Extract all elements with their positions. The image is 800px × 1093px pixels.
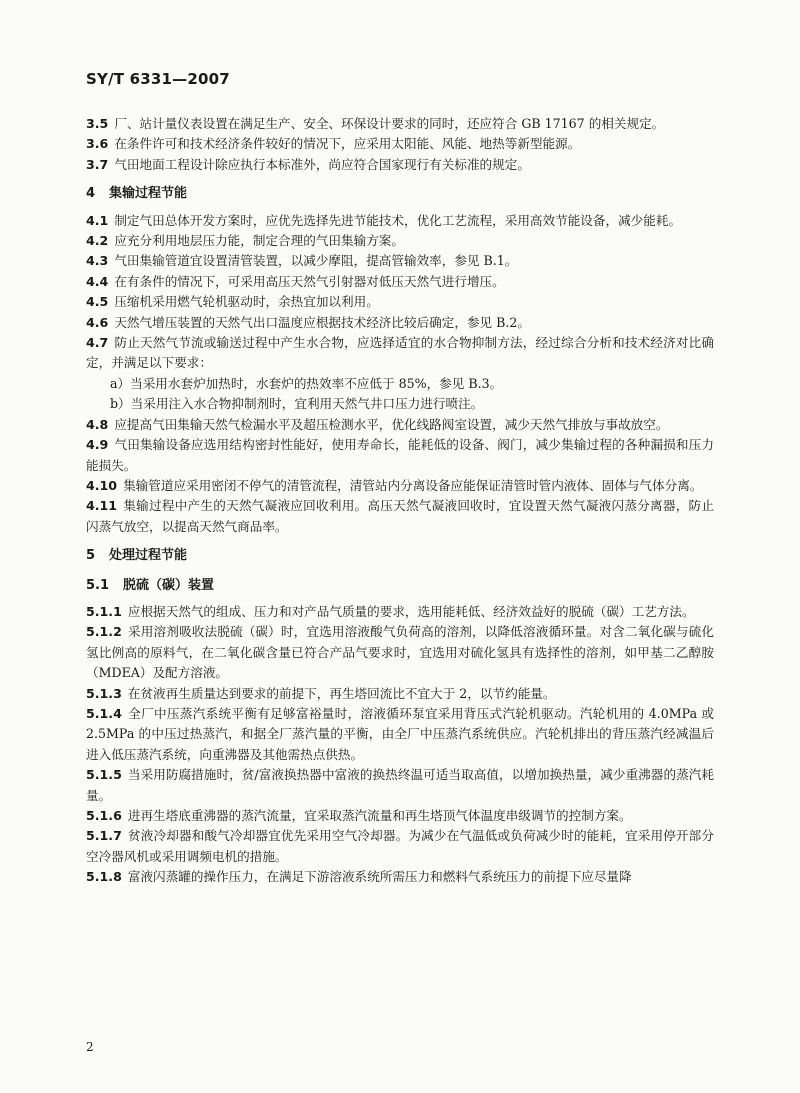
clause-number: 4.2 xyxy=(86,233,109,249)
clause-text: a）当采用水套炉加热时，水套炉的热效率不应低于 85%，参见 B.3。 xyxy=(110,375,503,391)
clause-text: 气田集输管道宜设置清管装置，以减少摩阻，提高管输效率，参见 B.1。 xyxy=(114,253,518,269)
clause-number: 5.1 xyxy=(86,577,110,593)
clause-number: 5 xyxy=(86,548,96,564)
clause-number: 5.1.2 xyxy=(86,624,122,640)
clause-number: 5.1.6 xyxy=(86,808,122,823)
clause-paragraph xyxy=(86,114,714,134)
clause-text: 富液闪蒸罐的操作压力，在满足下游溶液系统所需压力和燃料气系统压力的前提下应尽量降 xyxy=(127,869,632,885)
clause-paragraph xyxy=(86,313,714,333)
clause-text: 处理过程节能 xyxy=(109,548,188,564)
clause-text: 制定气田总体开发方案时，应优先选择先进节能技术，优化工艺流程，采用高效节能设备，减少能耗。 xyxy=(114,212,682,228)
clause-paragraph xyxy=(86,684,714,704)
clause-text: 脱硫（碳）装置 xyxy=(123,577,215,593)
clause-text: 在有条件的情况下，可采用高压天然气引射器对低压天然气进行增压。 xyxy=(114,273,505,289)
clause-number: 4.9 xyxy=(86,437,109,453)
clause-paragraph xyxy=(86,231,714,251)
clause-paragraph xyxy=(86,435,714,476)
clause-text: 气田集输设备应选用结构密封性能好，使用寿命长，能耗低的设备、阀门，减少集输过程的各种漏损和压力能损失。 xyxy=(86,437,714,473)
clause-text: 集输过程节能 xyxy=(109,186,188,202)
clause-number: 3.7 xyxy=(86,156,109,172)
clause-number: 4.5 xyxy=(86,294,109,310)
clause-paragraph xyxy=(86,765,714,806)
clause-paragraph xyxy=(86,867,714,887)
section-heading xyxy=(86,184,714,204)
clause-paragraph xyxy=(86,134,714,154)
clause-number: 4.4 xyxy=(86,273,109,289)
clause-text: 应充分利用地层压力能，制定合理的气田集输方案。 xyxy=(114,233,404,249)
clause-paragraph xyxy=(86,251,714,271)
clause-paragraph xyxy=(86,826,714,867)
clause-paragraph xyxy=(86,211,714,231)
clause-paragraph xyxy=(86,602,714,622)
clause-text: 在条件许可和技术经济条件较好的情况下，应采用太阳能、风能、地热等新型能源。 xyxy=(114,136,581,152)
clause-text: 集输管道应采用密闭不停气的清管流程，清管站内分离设备应能保证清管时管内液体、固体与气体分离。 xyxy=(123,477,703,493)
clause-text: 在贫液再生质量达到要求的前提下，再生塔回流比不宜大于 2，以节约能量。 xyxy=(127,685,556,701)
clause-text: 采用溶剂吸收法脱硫（碳）时，宜选用溶液酸气负荷高的溶剂，以降低溶液循环量。对含二氧化碳与硫化氢比例高的原料气，在二氧化碳含量已符合产品气要求时，宜选用对硫化氢具有选择性的溶剂，如甲基二乙醇胺（MDEA）及配方溶液。 xyxy=(86,624,714,681)
clause-text: 气田地面工程设计除应执行本标准外，尚应符合国家现行有关标准的规定。 xyxy=(114,156,530,172)
clause-text: 集输过程中产生的天然气凝液应回收利用。高压天然气凝液回收时，宜设置天然气凝液闪蒸分离器，防止闪蒸气放空，以提高天然气商品率。 xyxy=(86,498,714,534)
clause-number: 4.6 xyxy=(86,314,109,330)
section-heading xyxy=(86,546,714,566)
clause-number: 4 xyxy=(86,186,96,202)
list-item xyxy=(110,394,714,414)
clause-text: 应根据天然气的组成、压力和对产品气质量的要求，选用能耗低、经济效益好的脱硫（碳）工艺方法。 xyxy=(127,603,695,619)
clause-number: 5.1.4 xyxy=(86,705,122,721)
clause-paragraph xyxy=(86,272,714,292)
clause-text: 当采用防腐措施时，贫/富液换热器中富液的换热终温可适当取高值，以增加换热量，减少重沸器的蒸汽耗量。 xyxy=(86,767,714,803)
clause-number: 3.6 xyxy=(86,136,109,152)
clause-number: 5.1.1 xyxy=(86,603,122,619)
clause-paragraph xyxy=(86,292,714,312)
clause-number: 4.11 xyxy=(86,498,118,514)
clause-text: 防止天然气节流或输送过程中产生水合物，应选择适宜的水合物抑制方法，经过综合分析和技术经济对比确定，并满足以下要求： xyxy=(86,335,714,371)
clause-paragraph xyxy=(86,496,714,537)
clause-text: 天然气增压装置的天然气出口温度应根据技术经济比较后确定，参见 B.2。 xyxy=(114,314,530,330)
clause-text: 贫液冷却器和酸气冷却器宜优先采用空气冷却器。为减少在气温低或负荷减少时的能耗，宜采用停开部分空冷器风机或采用调频电机的措施。 xyxy=(86,828,714,864)
clause-number: 4.10 xyxy=(86,477,118,493)
clause-number: 4.7 xyxy=(86,335,109,351)
clause-text: 全厂中压蒸汽系统平衡有足够富裕量时，溶液循环泵宜采用背压式汽轮机驱动。汽轮机用的 4.0MPa 或 2.5MPa 的中压过热蒸汽，和据全厂蒸汽量的平衡，由全厂中压蒸汽系统供应。汽轮机排出的背压蒸汽经减温后进入低压蒸汽系统，向重沸器及其他需热点供热。 xyxy=(86,705,714,762)
clause-paragraph xyxy=(86,622,714,683)
clause-text: b）当采用注入水合物抑制剂时，宜利用天然气井口压力进行喷注。 xyxy=(110,396,484,412)
clause-number: 5.1.8 xyxy=(86,869,122,885)
clause-paragraph xyxy=(86,476,714,496)
clause-paragraph xyxy=(86,704,714,765)
clause-text: 压缩机采用燃气轮机驱动时，余热宜加以利用。 xyxy=(114,294,379,310)
clause-paragraph xyxy=(86,155,714,175)
clause-text: 进再生塔底重沸器的蒸汽流量，宜采取蒸汽流量和再生塔顶气体温度串级调节的控制方案。 xyxy=(127,808,632,823)
clause-number: 4.8 xyxy=(86,416,109,432)
clause-paragraph xyxy=(86,333,714,374)
clause-number: 4.3 xyxy=(86,253,109,269)
clause-number: 5.1.7 xyxy=(86,828,122,844)
clause-text: 应提高气田集输天然气检漏水平及超压检测水平，优化线路阀室设置，减少天然气排放与事故放空。 xyxy=(114,416,669,432)
clause-text: 厂、站计量仪表设置在满足生产、安全、环保设计要求的同时，还应符合 GB 17167 的相关规定。 xyxy=(114,116,665,131)
clause-number: 5.1.5 xyxy=(86,767,122,783)
clause-paragraph xyxy=(86,415,714,435)
clause-number: 5.1.3 xyxy=(86,685,122,701)
section-heading xyxy=(86,576,714,596)
page-number: 2 xyxy=(86,1040,94,1054)
standard-header: SY/T 6331—2007 xyxy=(86,70,230,88)
document-body xyxy=(86,114,714,888)
clause-number: 4.1 xyxy=(86,212,109,228)
list-item xyxy=(110,374,714,394)
clause-paragraph xyxy=(86,806,714,826)
clause-number: 3.5 xyxy=(86,116,109,131)
